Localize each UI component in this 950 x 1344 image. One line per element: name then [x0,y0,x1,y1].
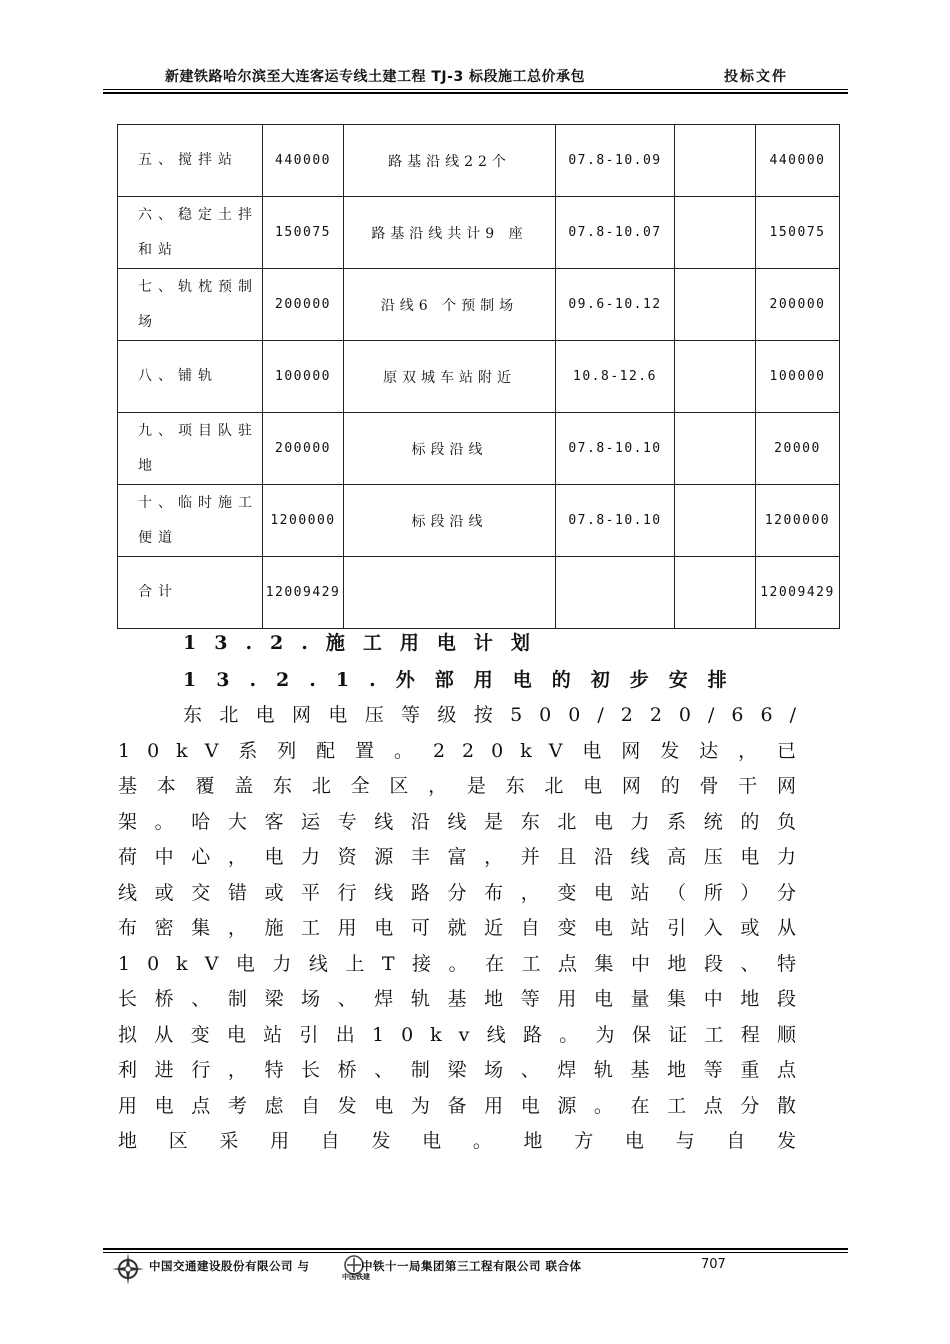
item-note [675,125,756,197]
item-note [675,269,756,341]
item-amount: 12009429 [263,557,344,629]
item-total: 150075 [756,197,840,269]
page-footer [103,1252,848,1292]
crcc-logo-caption: 中国铁建 [342,1273,370,1281]
item-amount: 200000 [263,269,344,341]
page-header [103,62,848,90]
facility-cost-table [117,124,840,629]
document-title: 新建铁路哈尔滨至大连客运专线土建工程 TJ-3 标段施工总价承包 [165,69,586,85]
body-paragraph: 东北电网电压等级按500/220/66/10kV系列配置。220kV电网发达，已基本覆盖东北全区，是东北电网的骨干网架。哈大客运专线沿线是东北电力系统的负荷中心，电力资源丰富，并且沿线高压电力线或交错或平行线路分布，变电站（所）分布密集，施工用电可就近自变电站引入或从10kV电力线上T接。在工点集中地段、特长桥、制梁场、焊轨基地等用电量集中地段拟从变电站引出10kv线路。为保证工程顺利进行，特长桥、制梁场、焊轨基地等重点用电点考虑自发电为备用电源。在工点分散地区采用自发电。地方电与自发 [118,704,813,1152]
item-location: 标段沿线 [344,485,556,557]
table-row [118,269,840,341]
item-location: 原双城车站附近 [344,341,556,413]
item-total: 100000 [756,341,840,413]
table-row [118,485,840,557]
item-location: 路基沿线共计9 座 [344,197,556,269]
footer-company-1: 中国交通建设股份有限公司 与 [149,1259,310,1273]
item-total: 440000 [756,125,840,197]
header-rule-thin [103,89,848,90]
table-row [118,197,840,269]
item-name: 六、稳定土拌和站 [118,197,263,269]
item-location [344,557,556,629]
item-note [675,341,756,413]
item-total: 200000 [756,269,840,341]
item-note [675,413,756,485]
footer-rule-thick [103,1248,848,1250]
item-total: 20000 [756,413,840,485]
item-total: 1200000 [756,485,840,557]
page-number: 707 [701,1257,726,1272]
section-heading: 13.2.施工用电计划 [183,632,548,654]
item-period: 09.6-10.12 [556,269,675,341]
item-period: 07.8-10.09 [556,125,675,197]
item-amount: 200000 [263,413,344,485]
item-total: 12009429 [756,557,840,629]
item-period: 07.8-10.10 [556,413,675,485]
table-row [118,341,840,413]
item-name: 九、项目队驻地 [118,413,263,485]
item-name: 十、临时施工便道 [118,485,263,557]
item-name: 合计 [118,557,263,629]
item-location: 路基沿线22个 [344,125,556,197]
cccc-logo-icon [111,1252,145,1286]
table-row [118,125,840,197]
item-note [675,557,756,629]
table-row [118,413,840,485]
item-location: 沿线6 个预制场 [344,269,556,341]
item-location: 标段沿线 [344,413,556,485]
header-rule-thick [103,92,848,94]
item-period: 07.8-10.07 [556,197,675,269]
footer-company-2: 中铁十一局集团第三工程有限公司 联合体 [361,1259,582,1273]
table-row-total [118,557,840,629]
item-note [675,197,756,269]
subsection-heading: 13.2.1.外部用电的初步安排 [183,669,747,691]
item-name: 七、轨枕预制场 [118,269,263,341]
item-period [556,557,675,629]
item-note [675,485,756,557]
item-amount: 1200000 [263,485,344,557]
item-period: 07.8-10.10 [556,485,675,557]
item-amount: 440000 [263,125,344,197]
item-period: 10.8-12.6 [556,341,675,413]
item-name: 五、搅拌站 [118,125,263,197]
item-name: 八、铺轨 [118,341,263,413]
document-type: 投标文件 [724,69,788,85]
item-amount: 150075 [263,197,344,269]
item-amount: 100000 [263,341,344,413]
